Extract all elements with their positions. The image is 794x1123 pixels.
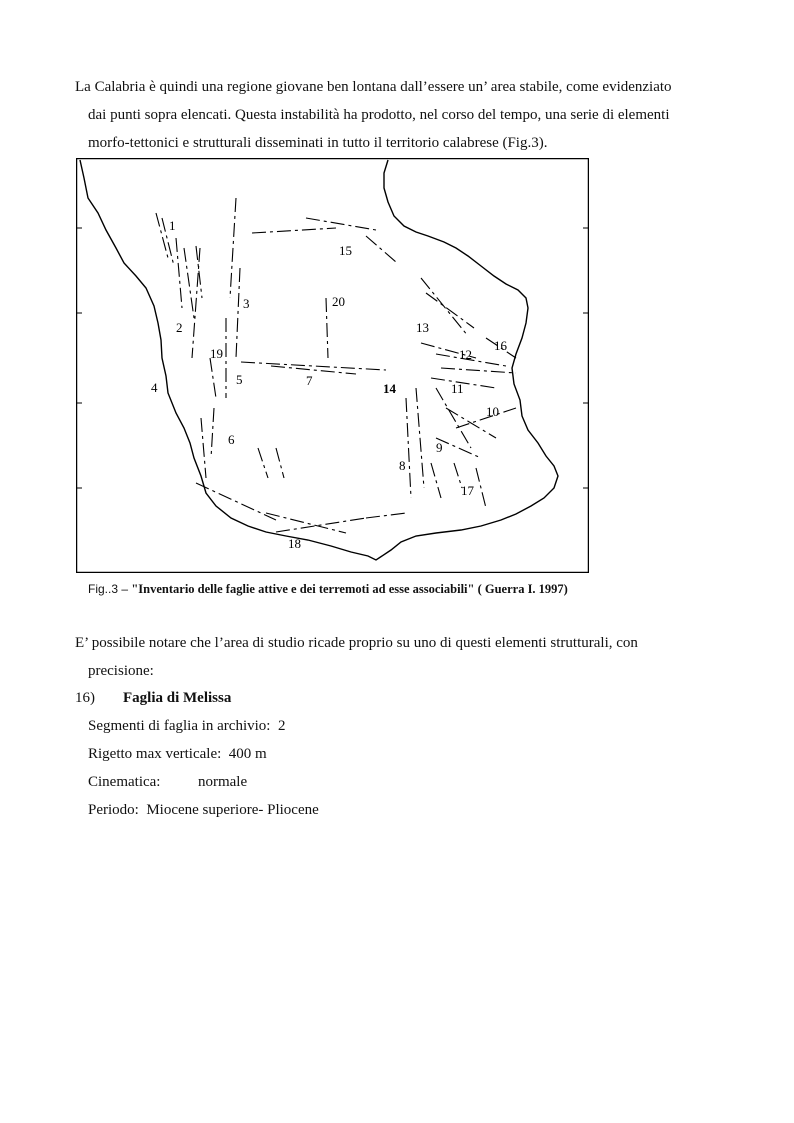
fault-label: 8	[399, 458, 406, 473]
fault-label: 6	[228, 432, 235, 447]
fault-label: 7	[306, 373, 313, 388]
fault-label: 5	[236, 372, 243, 387]
study-area-paragraph	[75, 629, 735, 685]
fault-label: 13	[416, 320, 429, 335]
fault-rigetto: Rigetto max verticale: 400 m	[88, 746, 267, 762]
intro-paragraph	[75, 73, 735, 157]
study-line-1: E’ possibile notare che l’area di studio ricade proprio su uno di questi elementi strutturali, con	[75, 635, 638, 651]
fault-label: 14	[383, 381, 396, 396]
fault-segments: Segmenti di faglia in archivio: 2	[88, 718, 286, 734]
figure-caption	[88, 582, 568, 597]
intro-line-3: morfo-tettonici e strutturali disseminati in tutto il territorio calabrese (Fig.3).	[88, 135, 548, 151]
caption-title: "Inventario delle faglie attive e dei terremoti ad esse associabili" ( Guerra I. 1997)	[131, 582, 568, 596]
fault-map-figure	[76, 158, 589, 573]
study-line-2: precisione:	[88, 663, 154, 679]
fault-label: 15	[339, 243, 352, 258]
fault-label: 11	[451, 381, 464, 396]
fault-item-number: 16)	[75, 690, 95, 706]
intro-line-1: La Calabria è quindi una regione giovane ben lontana dall’essere un’ area stabile, come evidenziato	[75, 79, 672, 95]
map-frame	[77, 159, 589, 573]
fault-label: 1	[169, 218, 176, 233]
fault-label: 10	[486, 404, 499, 419]
intro-line-2: dai punti sopra elencati. Questa instabilità ha prodotto, nel corso del tempo, una serie di elementi	[88, 107, 670, 123]
fault-label: 19	[210, 346, 223, 361]
fault-item-title: Faglia di Melissa	[123, 690, 232, 706]
caption-prefix: Fig..3 –	[88, 582, 132, 596]
fault-label: 3	[243, 296, 250, 311]
fault-label: 4	[151, 380, 158, 395]
fault-item-heading	[75, 687, 231, 709]
fault-label: 2	[176, 320, 183, 335]
fault-label: 12	[459, 347, 472, 362]
fault-label: 18	[288, 536, 301, 551]
fault-label: 20	[332, 294, 345, 309]
fault-periodo: Periodo: Miocene superiore- Pliocene	[88, 802, 319, 818]
fault-label: 9	[436, 440, 443, 455]
fault-cinematica: Cinematica: normale	[88, 774, 248, 790]
fault-label: 17	[461, 483, 474, 498]
fault-label: 16	[494, 338, 507, 353]
